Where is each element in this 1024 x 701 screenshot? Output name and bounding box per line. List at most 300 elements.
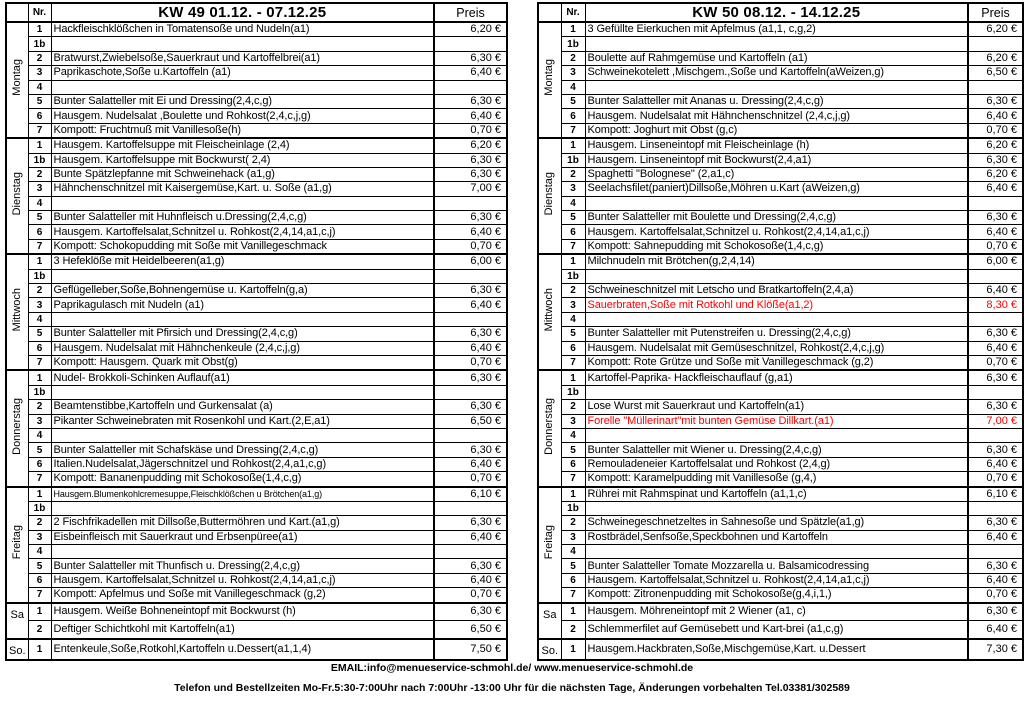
menu-row xyxy=(6,298,507,312)
row-number: 1 xyxy=(28,138,51,153)
menu-row xyxy=(6,400,507,414)
menu-item-text: Italien.Nudelsalat,Jägerschnitzel und Rohkost(2,4,a1,c,g) xyxy=(51,457,434,471)
row-number: 2 xyxy=(561,167,585,181)
row-number: 1 xyxy=(28,603,51,621)
menu-item-text: Kompott: Hausgem. Quark mit Obst(g) xyxy=(51,355,434,370)
menu-item-text: Schlemmerfilet auf Gemüsebett und Kart-brei (a1,c,g) xyxy=(585,621,968,639)
menu-row xyxy=(6,182,507,196)
menu-row xyxy=(6,573,507,587)
menu-item-text: Hausgem.Blumenkohlcremesuppe,Fleischklößchen u Brötchen(a1,g) xyxy=(51,487,434,502)
menu-item-text: Entenkeule,Soße,Rotkohl,Kartoffeln u.Dessert(a1,1,4) xyxy=(51,639,434,660)
row-number: 5 xyxy=(561,443,585,457)
menu-item-text: Hausgem. Kartoffelsuppe mit Bockwurst( 2,4) xyxy=(51,153,434,167)
row-number: 3 xyxy=(561,66,585,80)
day-group-sa xyxy=(538,603,1023,639)
price-value: 6,50 € xyxy=(968,66,1023,80)
day-group-so xyxy=(6,639,507,660)
menu-item-text: Kompott: Rote Grütze und Soße mit Vanillegeschmack (g,2) xyxy=(585,355,968,370)
menu-row xyxy=(538,22,1023,37)
menu-row xyxy=(538,516,1023,530)
menu-row xyxy=(6,443,507,457)
menu-row xyxy=(538,457,1023,471)
price-value: 0,70 € xyxy=(434,123,507,138)
row-number: 2 xyxy=(28,167,51,181)
row-number: 7 xyxy=(28,355,51,370)
menu-item-text: Hausgem. Linseneintopf mit Bockwurst(2,4,a1) xyxy=(585,153,968,167)
row-number: 1 xyxy=(561,22,585,37)
menu-row xyxy=(538,428,1023,442)
price-value: 6,40 € xyxy=(434,573,507,587)
row-number: 3 xyxy=(28,182,51,196)
menu-item-text: Paprikaschote,Soße u.Kartoffeln (a1) xyxy=(51,66,434,80)
row-number: 3 xyxy=(561,414,585,428)
menu-row xyxy=(538,239,1023,254)
price-value: 6,30 € xyxy=(434,327,507,341)
menu-item-text: Kompott: Apfelmus und Soße mit Vanillegeschmack (g,2) xyxy=(51,588,434,603)
row-number: 5 xyxy=(28,443,51,457)
row-number: 1b xyxy=(28,269,51,283)
row-number: 1 xyxy=(561,603,585,621)
menu-item-text xyxy=(585,269,968,283)
menu-table-kw49 xyxy=(5,2,508,661)
day-label-text: So. xyxy=(8,644,26,657)
menu-row xyxy=(6,472,507,487)
menu-row xyxy=(538,66,1023,80)
price-value xyxy=(434,196,507,210)
menu-row xyxy=(538,153,1023,167)
menu-row xyxy=(6,109,507,123)
price-value: 6,40 € xyxy=(434,66,507,80)
price-value: 6,40 € xyxy=(968,109,1023,123)
price-value: 6,50 € xyxy=(434,621,507,639)
menu-item-text: Bunter Salatteller mit Wiener u. Dressing(2,4,c,g) xyxy=(585,443,968,457)
menu-item-text: Bunter Salatteller mit Schafskäse und Dressing(2,4,c,g) xyxy=(51,443,434,457)
menu-row xyxy=(6,80,507,94)
price-value xyxy=(968,269,1023,283)
day-group-dienstag xyxy=(6,138,507,254)
row-number: 5 xyxy=(561,327,585,341)
day-label xyxy=(6,639,28,660)
row-number: 4 xyxy=(28,196,51,210)
row-number: 1 xyxy=(561,370,585,385)
menu-item-text xyxy=(585,312,968,326)
menu-row xyxy=(6,530,507,544)
menu-item-text: Kartoffel-Paprika- Hackfleischauflauf (g,a1) xyxy=(585,370,968,385)
menu-item-text xyxy=(585,385,968,399)
menu-row xyxy=(6,284,507,298)
menu-row xyxy=(6,559,507,573)
row-number: 6 xyxy=(561,573,585,587)
menu-item-text: 3 Gefüllte Eierkuchen mit Apfelmus (a1,1, c,g,2) xyxy=(585,22,968,37)
day-column-header xyxy=(538,3,561,22)
menu-row xyxy=(538,559,1023,573)
menu-item-text xyxy=(585,545,968,559)
menu-row xyxy=(538,443,1023,457)
price-value xyxy=(968,80,1023,94)
menu-table-kw50 xyxy=(537,2,1024,661)
price-value: 6,30 € xyxy=(434,94,507,108)
menu-row xyxy=(538,327,1023,341)
menu-row xyxy=(538,588,1023,603)
row-number: 4 xyxy=(561,80,585,94)
price-column-header: Preis xyxy=(434,3,507,22)
price-value: 0,70 € xyxy=(968,472,1023,487)
price-value: 6,30 € xyxy=(968,327,1023,341)
day-label xyxy=(538,370,561,486)
menu-item-text xyxy=(51,269,434,283)
menu-item-text xyxy=(51,312,434,326)
menu-item-text: Kompott: Sahnepudding mit Schokosoße(1,4,c,g) xyxy=(585,239,968,254)
row-number: 1 xyxy=(28,487,51,502)
week-title: KW 49 01.12. - 07.12.25 xyxy=(51,3,434,22)
price-value: 6,30 € xyxy=(434,167,507,181)
day-label xyxy=(6,254,28,370)
price-value xyxy=(968,428,1023,442)
menu-row xyxy=(538,167,1023,181)
row-number: 4 xyxy=(28,428,51,442)
price-value: 6,20 € xyxy=(968,22,1023,37)
price-value: 6,40 € xyxy=(968,573,1023,587)
menu-row xyxy=(6,428,507,442)
row-number: 1 xyxy=(28,639,51,660)
menu-row xyxy=(6,501,507,515)
row-number: 2 xyxy=(28,516,51,530)
menu-item-text: Bunter Salatteller mit Huhnfleisch u.Dressing(2,4,c,g) xyxy=(51,211,434,225)
menu-item-text: Hausgem. Kartoffelsalat,Schnitzel u. Rohkost(2,4,14,a1,c,j) xyxy=(585,225,968,239)
row-number: 6 xyxy=(28,341,51,355)
row-number: 7 xyxy=(561,588,585,603)
menu-item-text: Sauerbraten,Soße mit Rotkohl und Klöße(a1,2) xyxy=(585,298,968,312)
row-number: 4 xyxy=(28,545,51,559)
menu-item-text xyxy=(585,37,968,51)
row-number: 5 xyxy=(28,559,51,573)
day-label xyxy=(6,22,28,138)
price-value: 6,40 € xyxy=(968,341,1023,355)
price-value: 6,30 € xyxy=(434,443,507,457)
menu-row xyxy=(538,545,1023,559)
price-value: 6,30 € xyxy=(968,559,1023,573)
day-label xyxy=(538,138,561,254)
menu-item-text: Hausgem. Nudelsalat mit Hähnchenschnitzel (2,4,c,j,g) xyxy=(585,109,968,123)
price-value: 8,30 € xyxy=(968,298,1023,312)
price-value: 6,40 € xyxy=(968,530,1023,544)
price-value: 6,30 € xyxy=(968,94,1023,108)
row-number: 7 xyxy=(28,472,51,487)
row-number: 1b xyxy=(561,153,585,167)
menu-row xyxy=(538,182,1023,196)
menu-item-text xyxy=(585,80,968,94)
price-value: 6,30 € xyxy=(434,559,507,573)
menu-row xyxy=(6,457,507,471)
menu-item-text: Schweineschnitzel mit Letscho und Bratkartoffeln(2,4,a) xyxy=(585,284,968,298)
menu-item-text: 3 Hefeklöße mit Heidelbeeren(a1,g) xyxy=(51,254,434,269)
price-value: 6,40 € xyxy=(434,530,507,544)
day-label xyxy=(6,138,28,254)
row-number: 2 xyxy=(561,516,585,530)
phone-footer: Telefon und Bestellzeiten Mo-Fr.5:30-7:00Uhr nach 7:00Uhr -13:00 Uhr für die nächsten Tage, Änderungen vorbehalten Tel.03381/302589 xyxy=(174,682,850,694)
menu-row xyxy=(6,603,507,621)
menu-item-text: Boulette auf Rahmgemüse und Kartoffeln (a1) xyxy=(585,51,968,65)
row-number: 1b xyxy=(561,385,585,399)
menu-row xyxy=(538,269,1023,283)
day-label-text: Donnerstag xyxy=(10,397,23,455)
day-label-text: Montag xyxy=(10,59,23,96)
row-number: 5 xyxy=(28,327,51,341)
menu-item-text: Hausgem. Möhreneintopf mit 2 Wiener (a1, c) xyxy=(585,603,968,621)
row-number: 1 xyxy=(561,639,585,660)
day-label-text: Montag xyxy=(543,59,556,96)
row-number: 4 xyxy=(28,312,51,326)
row-number: 3 xyxy=(561,182,585,196)
menu-item-text: Kompott: Schokopudding mit Soße mit Vanillegeschmack xyxy=(51,239,434,254)
row-number: 2 xyxy=(561,51,585,65)
menu-item-text: Bunter Salatteller mit Thunfisch u. Dressing(2,4,c,g) xyxy=(51,559,434,573)
menu-row xyxy=(6,196,507,210)
menu-item-text: Nudel- Brokkoli-Schinken Auflauf(a1) xyxy=(51,370,434,385)
row-number: 4 xyxy=(28,80,51,94)
day-group-donnerstag xyxy=(6,370,507,486)
row-number: 3 xyxy=(28,414,51,428)
menu-row xyxy=(6,355,507,370)
menu-item-text xyxy=(51,196,434,210)
menu-item-text: Hausgem.Hackbraten,Soße,Mischgemüse,Kart. u.Dessert xyxy=(585,639,968,660)
menu-item-text xyxy=(51,428,434,442)
menu-item-text: Kompott: Zitronenpudding mit Schokosoße(g,4,i,1,) xyxy=(585,588,968,603)
menu-item-text: Hackfleischklößchen in Tomatensoße und Nudeln(a1) xyxy=(51,22,434,37)
menu-item-text: Hausgem. Kartoffelsalat,Schnitzel u. Rohkost(2,4,14,a1,c,j) xyxy=(51,225,434,239)
row-number: 1b xyxy=(28,37,51,51)
menu-row xyxy=(538,109,1023,123)
day-label-text: Mittwoch xyxy=(10,288,23,332)
menu-row xyxy=(6,225,507,239)
price-value xyxy=(968,545,1023,559)
header-row xyxy=(6,3,507,22)
price-value: 6,10 € xyxy=(434,487,507,502)
menu-item-text: Bunte Spätzlepfanne mit Schweinehack (a1,g) xyxy=(51,167,434,181)
menu-row xyxy=(538,472,1023,487)
price-value xyxy=(968,196,1023,210)
menu-item-text: Hausgem. Kartoffelsalat,Schnitzel u. Rohkost(2,4,14,a1,c,j) xyxy=(51,573,434,587)
menu-row xyxy=(538,312,1023,326)
row-number: 5 xyxy=(561,211,585,225)
day-group-dienstag xyxy=(538,138,1023,254)
nr-column-header: Nr. xyxy=(28,3,51,22)
menu-row xyxy=(6,37,507,51)
price-value: 6,40 € xyxy=(968,457,1023,471)
menu-item-text: Bunter Salatteller mit Ananas u. Dressing(2,4,c,g) xyxy=(585,94,968,108)
row-number: 3 xyxy=(561,530,585,544)
price-value: 6,30 € xyxy=(968,153,1023,167)
menu-item-text xyxy=(51,80,434,94)
menu-row xyxy=(538,621,1023,639)
price-value xyxy=(434,269,507,283)
price-value: 0,70 € xyxy=(434,355,507,370)
price-value: 0,70 € xyxy=(968,123,1023,138)
row-number: 1 xyxy=(28,22,51,37)
menu-item-text: Eisbeinfleisch mit Sauerkraut und Erbsenpüree(a1) xyxy=(51,530,434,544)
menu-row xyxy=(6,545,507,559)
row-number: 6 xyxy=(28,109,51,123)
price-value: 6,40 € xyxy=(968,284,1023,298)
price-value: 6,40 € xyxy=(434,457,507,471)
row-number: 2 xyxy=(28,621,51,639)
menu-item-text: 2 Fischfrikadellen mit Dillsoße,Buttermöhren und Kart.(a1,g) xyxy=(51,516,434,530)
menu-item-text xyxy=(51,501,434,515)
menu-row xyxy=(6,621,507,639)
row-number: 3 xyxy=(28,66,51,80)
price-value xyxy=(968,385,1023,399)
row-number: 2 xyxy=(561,400,585,414)
price-value: 6,30 € xyxy=(434,516,507,530)
menu-row xyxy=(538,370,1023,385)
day-label xyxy=(538,603,561,639)
row-number: 6 xyxy=(561,109,585,123)
price-value: 6,40 € xyxy=(968,225,1023,239)
price-value: 6,40 € xyxy=(434,109,507,123)
menu-item-text: Kompott: Karamelpudding mit Vanillesoße (g,4,) xyxy=(585,472,968,487)
day-label-text: Dienstag xyxy=(10,171,23,216)
menu-item-text: Hausgem. Nudelsalat mit Hähnchenkeule (2,4,c,j,g) xyxy=(51,341,434,355)
row-number: 7 xyxy=(561,472,585,487)
row-number: 5 xyxy=(28,211,51,225)
menu-item-text: Schweinegeschnetzeltes in Sahnesoße und Spätzle(a1,g) xyxy=(585,516,968,530)
menu-row xyxy=(538,94,1023,108)
menu-row xyxy=(538,211,1023,225)
menu-item-text: Hausgem. Kartoffelsuppe mit Fleischeinlage (2,4) xyxy=(51,138,434,153)
row-number: 1 xyxy=(28,254,51,269)
price-value xyxy=(434,37,507,51)
menu-row xyxy=(538,298,1023,312)
price-value xyxy=(434,385,507,399)
row-number: 6 xyxy=(561,341,585,355)
menu-row xyxy=(538,487,1023,502)
day-label-text: Donnerstag xyxy=(543,397,556,455)
price-value xyxy=(434,428,507,442)
price-value: 0,70 € xyxy=(968,239,1023,254)
price-value xyxy=(434,312,507,326)
menu-row xyxy=(6,414,507,428)
menu-row xyxy=(6,254,507,269)
price-value: 6,00 € xyxy=(434,254,507,269)
price-value: 6,30 € xyxy=(968,370,1023,385)
menu-item-text: Kompott: Bananenpudding mit Schokosoße(1,4,c,g) xyxy=(51,472,434,487)
menu-row xyxy=(538,603,1023,621)
row-number: 4 xyxy=(561,312,585,326)
price-value: 6,30 € xyxy=(434,211,507,225)
price-value: 6,20 € xyxy=(434,22,507,37)
day-label-text: So. xyxy=(541,644,558,657)
menu-row xyxy=(538,254,1023,269)
row-number: 5 xyxy=(561,559,585,573)
row-number: 7 xyxy=(28,588,51,603)
menu-item-text: Kompott: Fruchtmuß mit Vanillesoße(h) xyxy=(51,123,434,138)
row-number: 6 xyxy=(28,457,51,471)
menu-row xyxy=(538,225,1023,239)
menu-row xyxy=(6,588,507,603)
day-label-text: Freitag xyxy=(10,524,23,560)
day-group-mittwoch xyxy=(538,254,1023,370)
price-value: 0,70 € xyxy=(968,588,1023,603)
menu-row xyxy=(6,211,507,225)
price-value: 6,40 € xyxy=(968,182,1023,196)
row-number: 6 xyxy=(561,225,585,239)
row-number: 1 xyxy=(561,254,585,269)
price-value: 6,40 € xyxy=(434,341,507,355)
nr-column-header: Nr. xyxy=(561,3,585,22)
menu-item-text: Bunter Salatteller mit Boulette und Dressing(2,4,c,g) xyxy=(585,211,968,225)
price-value: 6,30 € xyxy=(968,211,1023,225)
menu-item-text: Geflügelleber,Soße,Bohnengemüse u. Kartoffeln(g,a) xyxy=(51,284,434,298)
menu-row xyxy=(538,196,1023,210)
menu-row xyxy=(538,37,1023,51)
price-value: 6,30 € xyxy=(434,153,507,167)
price-value: 6,30 € xyxy=(968,443,1023,457)
day-label-text: Sa xyxy=(543,608,557,621)
row-number: 2 xyxy=(28,51,51,65)
row-number: 6 xyxy=(28,573,51,587)
menu-row xyxy=(538,501,1023,515)
row-number: 6 xyxy=(561,457,585,471)
price-value: 6,40 € xyxy=(434,298,507,312)
menu-item-text: Bunter Salatteller mit Pfirsich und Dressing(2,4,c,g) xyxy=(51,327,434,341)
price-value: 0,70 € xyxy=(434,472,507,487)
price-value: 6,20 € xyxy=(434,138,507,153)
menu-row xyxy=(6,153,507,167)
menu-row xyxy=(538,80,1023,94)
menu-row xyxy=(538,639,1023,660)
day-group-mittwoch xyxy=(6,254,507,370)
day-group-donnerstag xyxy=(538,370,1023,486)
menu-item-text: Deftiger Schichtkohl mit Kartoffeln(a1) xyxy=(51,621,434,639)
menu-row xyxy=(538,138,1023,153)
menu-item-text: Lose Wurst mit Sauerkraut und Kartoffeln(a1) xyxy=(585,400,968,414)
price-column-header: Preis xyxy=(968,3,1023,22)
row-number: 4 xyxy=(561,428,585,442)
row-number: 6 xyxy=(28,225,51,239)
menu-item-text xyxy=(51,37,434,51)
price-value: 7,30 € xyxy=(968,639,1023,660)
menu-row xyxy=(538,400,1023,414)
menu-row xyxy=(6,94,507,108)
price-value: 6,30 € xyxy=(434,51,507,65)
row-number: 1 xyxy=(561,487,585,502)
price-value: 6,40 € xyxy=(968,621,1023,639)
price-value: 0,70 € xyxy=(434,239,507,254)
price-value: 6,30 € xyxy=(434,284,507,298)
menu-row xyxy=(6,639,507,660)
price-value: 6,30 € xyxy=(434,603,507,621)
row-number: 2 xyxy=(28,284,51,298)
price-value: 7,00 € xyxy=(434,182,507,196)
price-value: 6,00 € xyxy=(968,254,1023,269)
menu-item-text: Hausgem. Linseneintopf mit Fleischeinlage (h) xyxy=(585,138,968,153)
day-group-sa xyxy=(6,603,507,639)
menu-item-text: Hausgem. Nudelsalat mit Gemüseschnitzel, Rohkost(2,4,c,j,g) xyxy=(585,341,968,355)
row-number: 1b xyxy=(28,501,51,515)
row-number: 7 xyxy=(28,123,51,138)
row-number: 3 xyxy=(561,298,585,312)
menu-item-text: Hausgem. Kartoffelsalat,Schnitzel u. Rohkost(2,4,14,a1,c,j) xyxy=(585,573,968,587)
menu-row xyxy=(538,341,1023,355)
menu-item-text: Forelle "Müllerinart"mit bunten Gemüse Dillkart.(a1) xyxy=(585,414,968,428)
row-number: 1b xyxy=(561,501,585,515)
day-group-montag xyxy=(538,22,1023,138)
row-number: 1b xyxy=(561,37,585,51)
menu-row xyxy=(6,123,507,138)
row-number: 7 xyxy=(561,239,585,254)
price-value: 6,30 € xyxy=(434,370,507,385)
price-value xyxy=(968,312,1023,326)
